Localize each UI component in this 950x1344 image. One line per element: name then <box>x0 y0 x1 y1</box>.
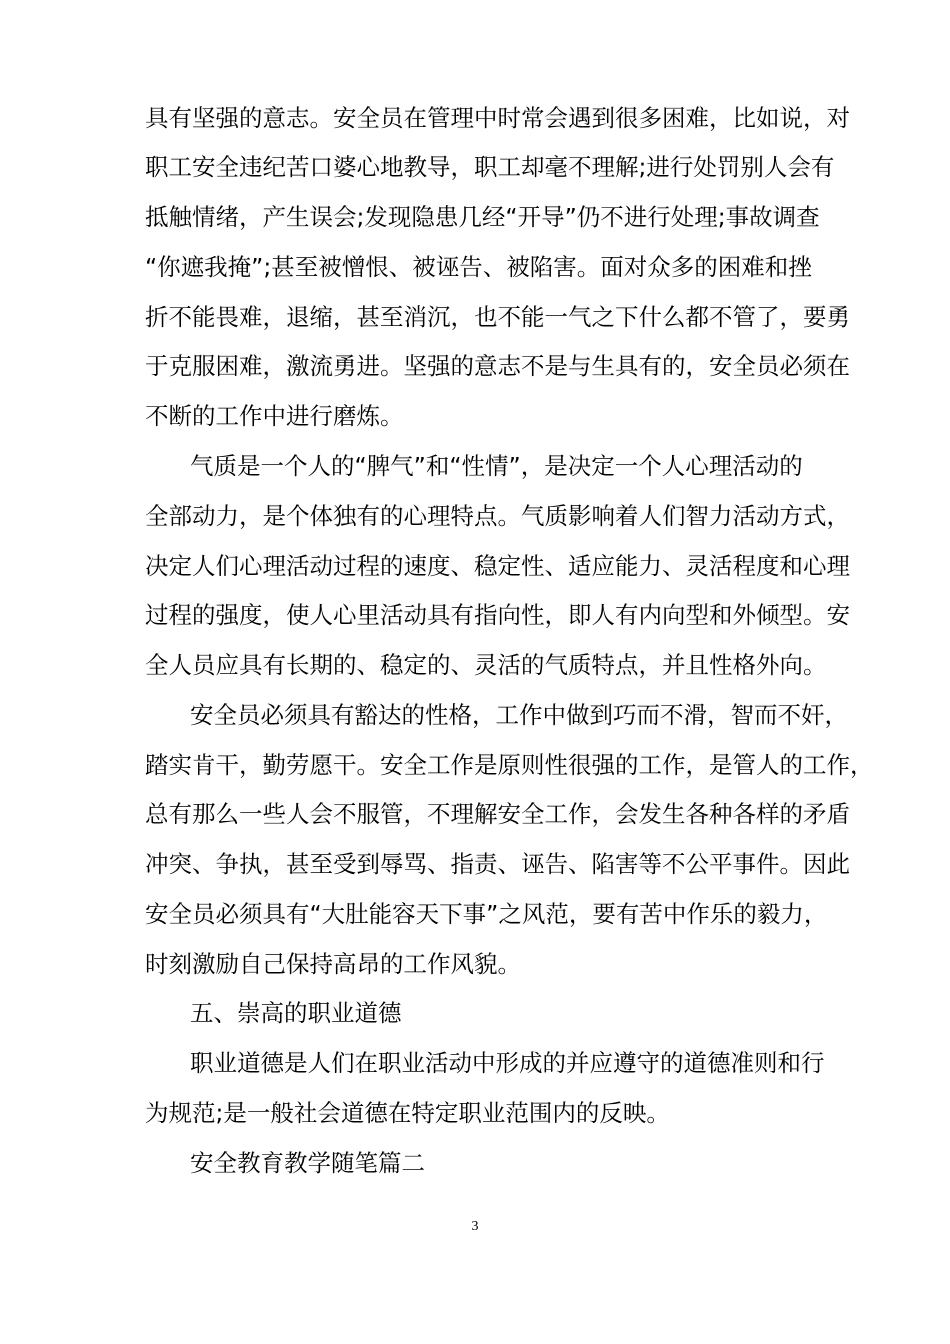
text-line: 职工安全违纪苦口婆心地教导，职工却毫不理解;进行处罚别人会有 <box>145 153 835 181</box>
text-line: 具有坚强的意志。安全员在管理中时常会遇到很多困难，比如说，对 <box>145 104 850 132</box>
text-line: 时刻激励自己保持高昂的工作风貌。 <box>145 950 521 978</box>
text-line: 折不能畏难，退缩，甚至消沉，也不能一气之下什么都不管了，要勇 <box>145 303 850 331</box>
text-line: 总有那么一些人会不服管，不理解安全工作，会发生各种各样的矛盾 <box>145 800 850 828</box>
text-line: 于克服困难，激流勇进。坚强的意志不是与生具有的，安全员必须在 <box>145 352 850 380</box>
text-line: 安全员必须具有“大肚能容天下事”之风范，要有苦中作乐的毅力， <box>145 900 828 928</box>
text-line: 为规范;是一般社会道德在特定职业范围内的反映。 <box>145 1099 670 1127</box>
paragraph-first-line: 安全员必须具有豁达的性格，工作中做到巧而不滑，智而不奸， <box>190 701 848 729</box>
page-number: 3 <box>471 1219 479 1234</box>
article-title: 安全教育教学随笔篇二 <box>190 1149 425 1177</box>
paragraph-first-line: 职业道德是人们在职业活动中形成的并应遵守的道德准则和行 <box>190 1049 825 1077</box>
text-line: 冲突、争执，甚至受到辱骂、指责、诬告、陷害等不公平事件。因此 <box>145 850 850 878</box>
text-line: “你遮我掩”;甚至被憎恨、被诬告、被陷害。面对众多的困难和挫 <box>145 253 812 281</box>
text-line: 踏实肯干，勤劳愿干。安全工作是原则性很强的工作，是管人的工作， <box>145 751 874 779</box>
text-line: 全人员应具有长期的、稳定的、灵活的气质特点，并且性格外向。 <box>145 651 827 679</box>
paragraph-first-line: 气质是一个人的“脾气”和“性情”，是决定一个人心理活动的 <box>190 452 803 480</box>
text-line: 过程的强度，使人心里活动具有指向性，即人有内向型和外倾型。安 <box>145 601 850 629</box>
text-line: 全部动力，是个体独有的心理特点。气质影响着人们智力活动方式， <box>145 502 850 530</box>
text-line: 决定人们心理活动过程的速度、稳定性、适应能力、灵活程度和心理 <box>145 552 850 580</box>
text-line: 不断的工作中进行磨炼。 <box>145 402 404 430</box>
text-line: 抵触情绪，产生误会;发现隐患几经“开导”仍不进行处理;事故调查 <box>145 203 820 231</box>
section-heading: 五、崇高的职业道德 <box>190 999 402 1027</box>
